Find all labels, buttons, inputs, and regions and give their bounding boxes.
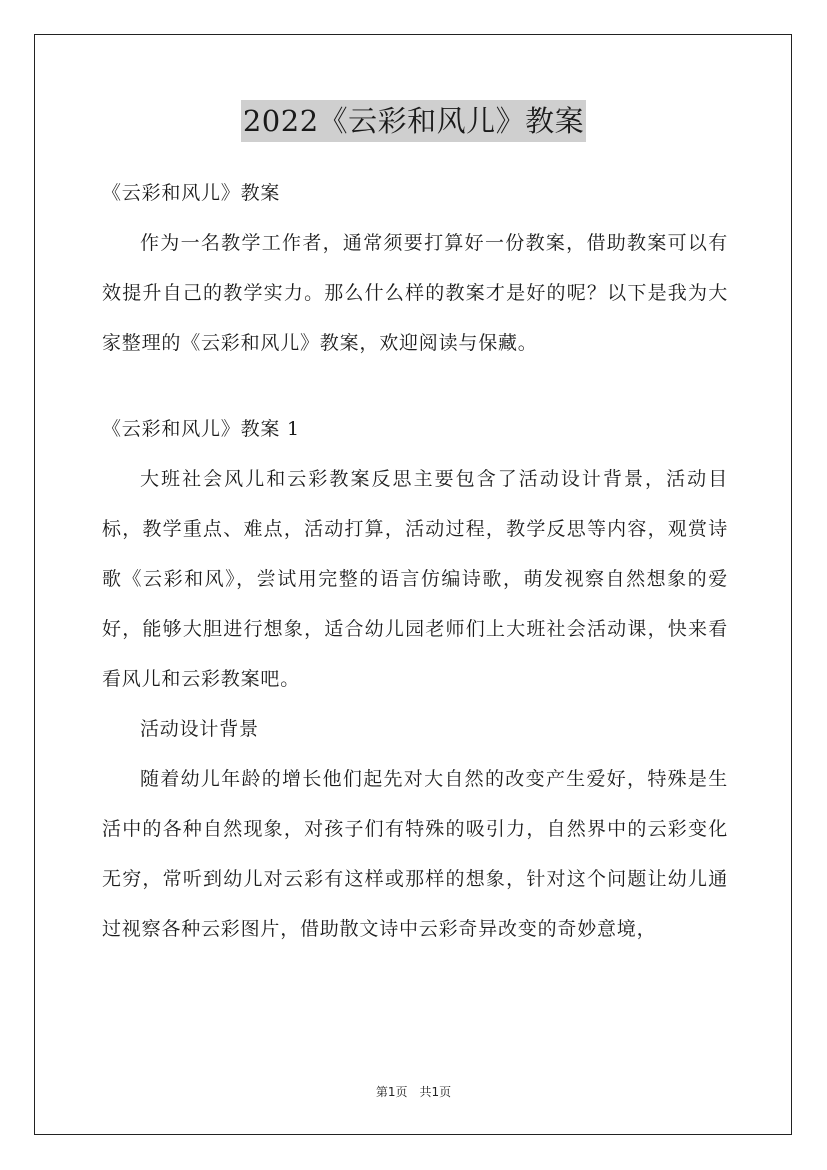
spacer [102,368,728,404]
document-title: 2022《云彩和风儿》教案 [241,100,586,142]
page-footer [0,1083,827,1100]
document-body [102,168,728,954]
total-pages: 共1页 [419,1085,452,1099]
section-heading: 《云彩和风儿》教案 1 [102,418,300,440]
subheading: 活动设计背景 [140,718,259,740]
background-paragraph: 随着幼儿年龄的增长他们起先对大自然的改变产生爱好，特殊是生活中的各种自然现象，对孩子们有特殊的吸引力，自然界中的云彩变化无穷，常听到幼儿对云彩有这样或那样的想象，针对这个问题让幼儿通过视察各种云彩图片，借助散文诗中云彩奇异改变的奇妙意境， [102,768,728,940]
document-subtitle: 《云彩和风儿》教案 [102,182,281,204]
page-number: 第1页 [375,1085,408,1099]
title-container [0,100,827,142]
intro-paragraph: 作为一名教学工作者，通常须要打算好一份教案，借助教案可以有效提升自己的教学实力。那么什么样的教案才是好的呢？以下是我为大家整理的《云彩和风儿》教案，欢迎阅读与保藏。 [102,232,728,354]
section-paragraph: 大班社会风儿和云彩教案反思主要包含了活动设计背景，活动目标，教学重点、难点，活动打算，活动过程，教学反思等内容，观赏诗歌《云彩和风》，尝试用完整的语言仿编诗歌，萌发视察自然想象的爱好，能够大胆进行想象，适合幼儿园老师们上大班社会活动课，快来看看风儿和云彩教案吧。 [102,468,728,690]
